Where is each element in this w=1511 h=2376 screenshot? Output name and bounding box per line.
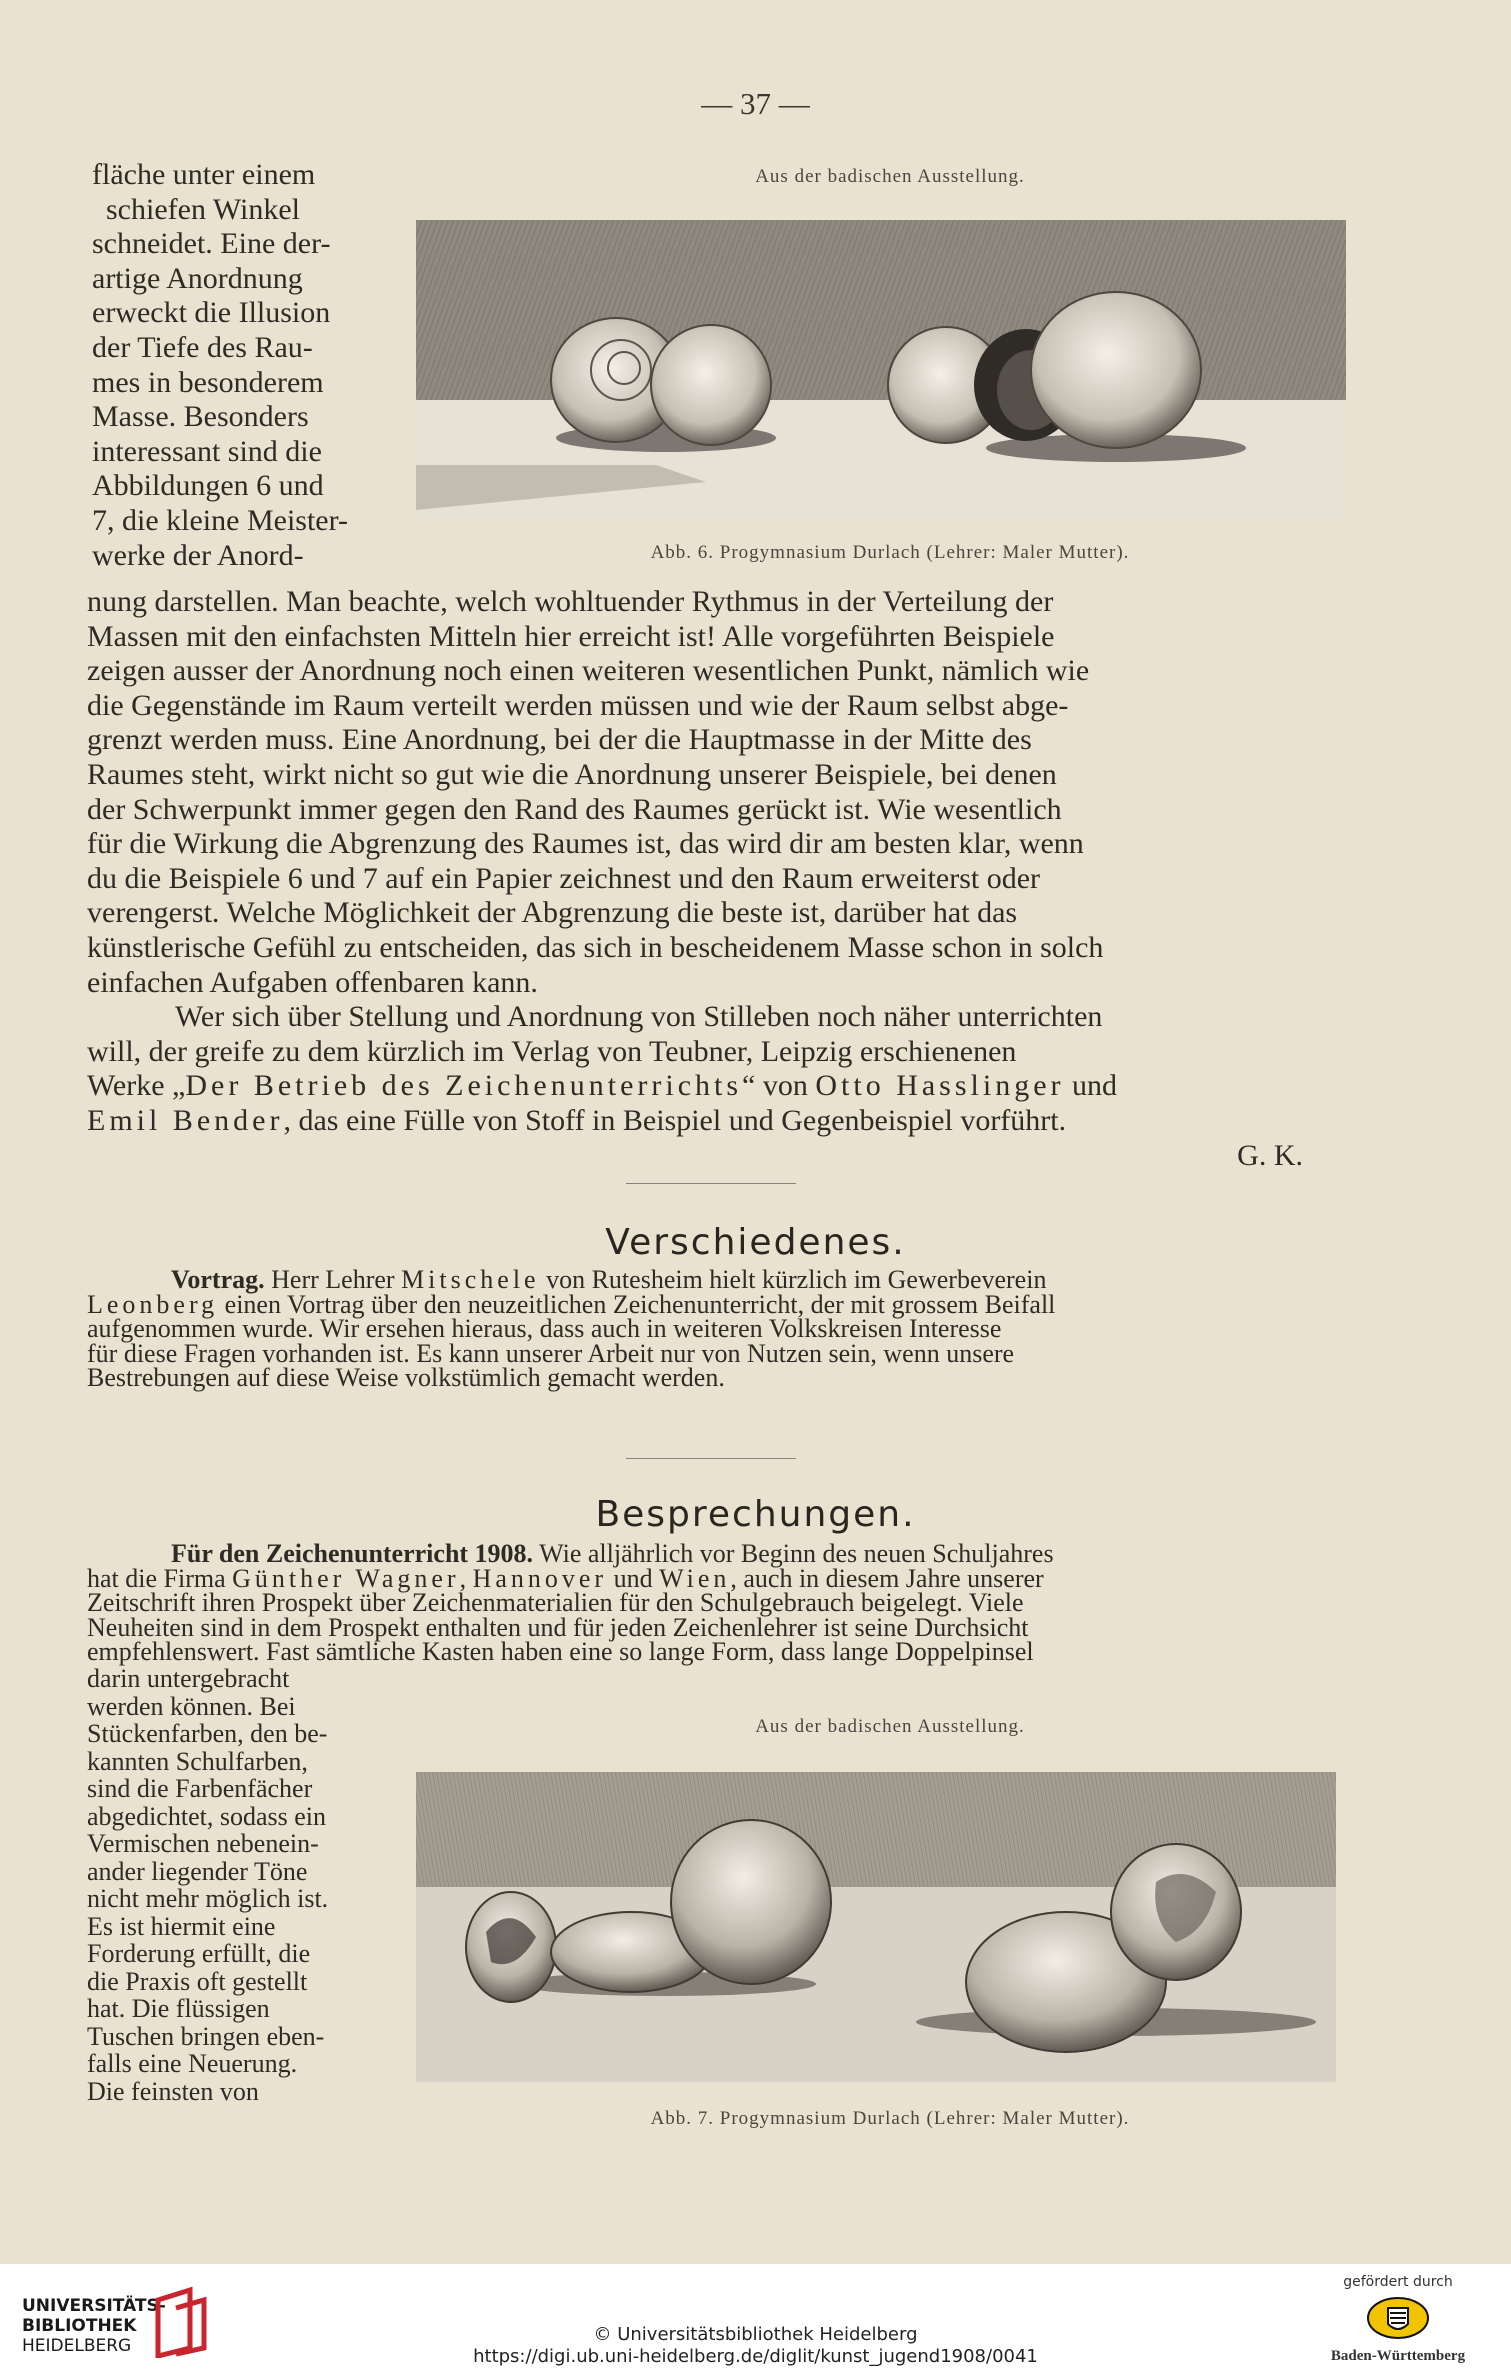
text-line: Masse. Besonders	[92, 400, 309, 434]
text-line: Forderung erfüllt, die	[87, 1939, 311, 1968]
text-line: Neuheiten sind in dem Prospekt enthalten und für jeden Zeichenlehrer ist seine Durchsicht	[87, 1612, 1029, 1642]
text-line: zeigen ausser der Anordnung noch einen weiteren wesentlichen Punkt, nämlich wie	[87, 654, 1090, 688]
text-fragment: Herr Lehrer	[264, 1265, 402, 1294]
text-fragment: ,	[459, 1563, 473, 1593]
text-line: Zeitschrift ihren Prospekt über Zeichenmaterialien für den Schulgebrauch beigelegt. Viele	[87, 1588, 1024, 1618]
figure6-image	[416, 220, 1346, 520]
figure7-header: Aus der badischen Ausstellung.	[755, 1716, 1025, 1737]
text-line: schiefen Winkel	[106, 192, 301, 226]
text-fragment: hat die Firma	[87, 1563, 233, 1593]
state-coat-of-arms-icon	[1363, 2294, 1433, 2342]
besprechungen-left-column	[87, 1665, 377, 2105]
text-line: interessant sind die	[92, 434, 322, 468]
text-line: fläche unter einem	[92, 158, 316, 191]
copyright-text: © Universitätsbibliothek Heidelberg	[593, 2324, 918, 2345]
funder-block	[1313, 2274, 1483, 2365]
intro-column	[92, 158, 382, 573]
place-name: Leonberg	[87, 1289, 219, 1319]
verschiedenes-text	[87, 1265, 1343, 1393]
text-line: der Tiefe des Rau-	[92, 330, 313, 364]
main-paragraph	[87, 585, 1343, 1173]
text-line: sind die Farbenfächer	[87, 1774, 313, 1803]
text-fragment: Werke „	[87, 1069, 186, 1103]
text-line: falls eine Neuerung.	[87, 2049, 298, 2078]
text-line: der Schwerpunkt immer gegen den Rand des Raumes gerückt ist. Wie wesentlich	[87, 792, 1062, 826]
funder-name: Baden-Württemberg	[1330, 2348, 1466, 2364]
text-fragment: und	[607, 1563, 660, 1593]
text-line: abgedichtet, sodass ein	[87, 1801, 326, 1831]
page-number: — 37 —	[701, 86, 810, 121]
company-name: Günther Wagner	[232, 1563, 460, 1593]
divider	[626, 1183, 796, 1184]
text-line: 7, die kleine Meister-	[92, 503, 348, 537]
library-name-line: HEIDELBERG	[22, 2336, 132, 2356]
figure6-caption: Abb. 6. Progymnasium Durlach (Lehrer: Maler Mutter).	[650, 542, 1130, 563]
digitization-footer	[0, 2264, 1511, 2376]
text-line: Vermischen nebenein-	[87, 1829, 319, 1858]
text-line: nicht mehr möglich ist.	[87, 1884, 329, 1913]
text-line: für diese Fragen vorhanden ist. Es kann unserer Arbeit nur von Nutzen sein, wenn unsere	[87, 1338, 1015, 1368]
figure7-image	[416, 1772, 1336, 2082]
text-line: artige Anordnung	[92, 261, 303, 295]
funded-by-label: gefördert durch	[1343, 2274, 1453, 2290]
text-fragment: einen Vortrag über den neuzeitlichen Zeichenunterricht, der mit grossem Beifall	[218, 1289, 1056, 1319]
text-fragment: “ von	[742, 1069, 816, 1103]
text-line: Bestrebungen auf diese Weise volkstümlich gemacht werden.	[87, 1363, 725, 1393]
city-name: Hannover	[472, 1563, 608, 1593]
text-line: kannten Schulfarben,	[87, 1746, 308, 1776]
text-line	[87, 1104, 1343, 1139]
author-name: Emil Bender	[87, 1103, 284, 1137]
text-line: mes in besonderem	[92, 365, 324, 399]
text-line: die Gegenstände im Raum verteilt werden müssen und wie der Raum selbst abge-	[87, 688, 1069, 722]
footer-text	[0, 2324, 1511, 2368]
text-line: nung darstellen. Man beachte, welch wohltuender Rythmus in der Verteilung der	[87, 585, 1054, 618]
text-line: werke der Anord-	[92, 538, 304, 572]
text-line: aufgenommen wurde. Wir ersehen hieraus, dass auch in weiteren Volkskreisen Interesse	[87, 1314, 1002, 1344]
library-name-line: UNIVERSITÄTS-	[22, 2296, 166, 2316]
text-line: du die Beispiele 6 und 7 auf ein Papier zeichnest und den Raum erweiterst oder	[87, 861, 1041, 895]
text-line: künstlerische Gefühl zu entscheiden, das sich in bescheidenem Masse schon in solch	[87, 930, 1104, 964]
permalink[interactable]: https://digi.ub.uni-heidelberg.de/diglit/kunst_jugend1908/0041	[473, 2346, 1038, 2367]
text-fragment: , auch in diesem Jahre unserer	[730, 1563, 1044, 1593]
text-line: Raumes steht, wirkt nicht so gut wie die Anordnung unserer Beispiele, bei denen	[87, 757, 1057, 791]
text-line: die Praxis oft gestellt	[87, 1966, 308, 1996]
heading-verschiedenes: Verschiedenes.	[605, 1222, 906, 1263]
library-name-line: BIBLIOTHEK	[22, 2316, 137, 2336]
heading-besprechungen: Besprechungen.	[595, 1494, 916, 1535]
text-line: für die Wirkung die Abgrenzung des Raumes ist, das wird dir am besten klar, wenn	[87, 827, 1084, 861]
text-line: will, der greife zu dem kürzlich im Verlag von Teubner, Leipzig erschienenen	[87, 1034, 1017, 1068]
text-line: Abbildungen 6 und	[92, 469, 324, 503]
signature: G. K.	[1237, 1138, 1303, 1172]
text-line: Es ist hiermit eine	[87, 1911, 276, 1941]
text-fragment: und	[1064, 1069, 1117, 1103]
text-line: Stückenfarben, den be-	[87, 1719, 328, 1748]
divider	[626, 1458, 796, 1459]
text-line: Massen mit den einfachsten Mitteln hier erreicht ist! Alle vorgeführten Beispiele	[87, 619, 1055, 653]
figure7-caption: Abb. 7. Progymnasium Durlach (Lehrer: Maler Mutter).	[650, 2108, 1130, 2129]
text-line: Tuschen bringen eben-	[87, 2021, 325, 2051]
text-line: einfachen Aufgaben offenbaren kann.	[87, 965, 538, 999]
lead-word: Vortrag.	[171, 1265, 265, 1294]
text-line: Wer sich über Stellung und Anordnung von Stilleben noch näher unterrichten	[175, 1000, 1103, 1034]
text-line: empfehlenswert. Fast sämtliche Kasten haben eine so lange Form, dass lange Doppelpinsel	[87, 1637, 1034, 1667]
text-fragment: , das eine Fülle von Stoff in Beispiel und Gegenbeispiel vorführt.	[283, 1103, 1067, 1137]
author-name: Otto Hasslinger	[815, 1069, 1065, 1103]
text-line: schneidet. Eine der-	[92, 227, 331, 261]
text-line: darin untergebracht	[87, 1664, 290, 1693]
text-line: grenzt werden muss. Eine Anordnung, bei der die Hauptmasse in der Mitte des	[87, 723, 1032, 757]
text-line: werden können. Bei	[87, 1691, 296, 1721]
text-fragment: von Rutesheim hielt kürzlich im Gewerbeverein	[539, 1265, 1047, 1294]
city-name: Wien	[659, 1563, 731, 1593]
book-title: Der Betrieb des Zeichenunterrichts	[185, 1069, 743, 1103]
text-fragment: Wie alljährlich vor Beginn des neuen Schuljahres	[533, 1539, 1054, 1568]
lead-word: Für den Zeichenunterricht 1908.	[171, 1539, 534, 1568]
text-line: ander liegender Töne	[87, 1856, 308, 1886]
text-line: Die feinsten von	[87, 2076, 259, 2106]
figure6-header: Aus der badischen Ausstellung.	[755, 166, 1025, 187]
text-line: erweckt die Illusion	[92, 296, 331, 330]
text-line: verengerst. Welche Möglichkeit der Abgrenzung die beste ist, darüber hat das	[87, 896, 1018, 930]
besprechungen-text	[87, 1539, 1343, 1667]
person-name: Mitschele	[401, 1265, 540, 1294]
text-line	[87, 1069, 1343, 1104]
text-line: hat. Die flüssigen	[87, 1994, 270, 2023]
